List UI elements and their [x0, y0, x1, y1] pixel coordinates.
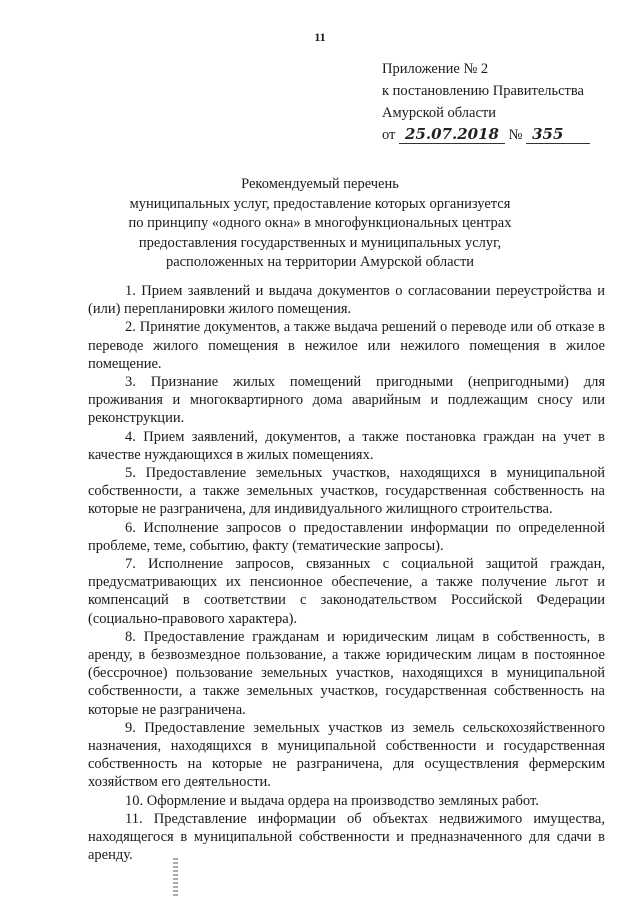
- list-item: 2. Принятие документов, а также выдача решений о переводе или об отказе в переводе жилого помещения в нежилое или нежилого помещения в жилое помещение.: [88, 319, 605, 372]
- title-line: предоставления государственных и муниципальных услуг,: [138, 234, 502, 251]
- title-line: расположенных на территории Амурской области: [165, 254, 475, 270]
- list-item: 6. Исполнение запросов о предоставлении информации по определенной проблеме, теме, событию, факту (тематические запросы).: [88, 519, 605, 554]
- title-line: по принципу «одного окна» в многофункциональных центрах: [128, 215, 512, 231]
- appendix-region: Амурской области: [382, 105, 496, 121]
- list-item: 8. Предоставление гражданам и юридическим лицам в собственность, в аренду, в безвозмездное пользование, а также юридическим лицам в постоянное (бессрочное) пользование земельных участков, находящихся в муниципальной собственности, а также земельных участков, государственная собственность на которые не разграничена.: [88, 628, 605, 718]
- title-line: Рекомендуемый перечень: [241, 176, 399, 192]
- list-item: 1. Прием заявлений и выдача документов о согласовании переустройства и (или) перепланировки жилого помещения.: [88, 283, 605, 318]
- number-label: №: [508, 127, 523, 143]
- appendix-reference: к постановлению Правительства: [382, 83, 584, 99]
- appendix-header: [382, 58, 590, 146]
- list-item: 11. Представление информации об объектах недвижимого имущества, находящегося в муниципальной собственности и предназначенного для сдачи в аренду.: [88, 810, 605, 864]
- scan-artifact: [173, 858, 178, 898]
- list-item: 3. Признание жилых помещений пригодными (непригодными) для проживания и многоквартирного дома аварийным и подлежащим сносу или реконструкции.: [88, 374, 605, 427]
- list-item: 9. Предоставление земельных участков из земель сельскохозяйственного назначения, находящихся в муниципальной собственности и государственная собственность на которые не разграничена, для осуществления фермерским хозяйством его деятельности.: [88, 719, 605, 791]
- appendix-title: Приложение № 2: [382, 61, 489, 77]
- date-prefix: от: [382, 127, 396, 143]
- list-item: 5. Предоставление земельных участков, находящихся в муниципальной собственности, а также земельных участков, государственная собственность на которые не разграничена, для индивидуального жилищного строительства.: [88, 465, 605, 518]
- handwritten-number: 355: [526, 125, 590, 144]
- list-item: 10. Оформление и выдача ордера на производство земляных работ.: [125, 792, 539, 809]
- title-line: муниципальных услуг, предоставление которых организуется: [129, 195, 511, 212]
- services-list: [88, 282, 605, 865]
- list-item: 4. Прием заявлений, документов, а также постановка граждан на учет в качестве нуждающихся в жилых помещениях.: [88, 428, 605, 463]
- list-item: 7. Исполнение запросов, связанных с социальной защитой граждан, предусматривающих их пенсионное обеспечение, а также получение льгот и компенсаций в соответствии с законодательством Российской Федерации (социально-правового характера).: [88, 556, 605, 627]
- handwritten-date: 25.07.2018: [399, 125, 505, 144]
- document-title: [70, 175, 570, 273]
- page-number: 11: [314, 30, 326, 44]
- appendix-date-line: [382, 124, 590, 146]
